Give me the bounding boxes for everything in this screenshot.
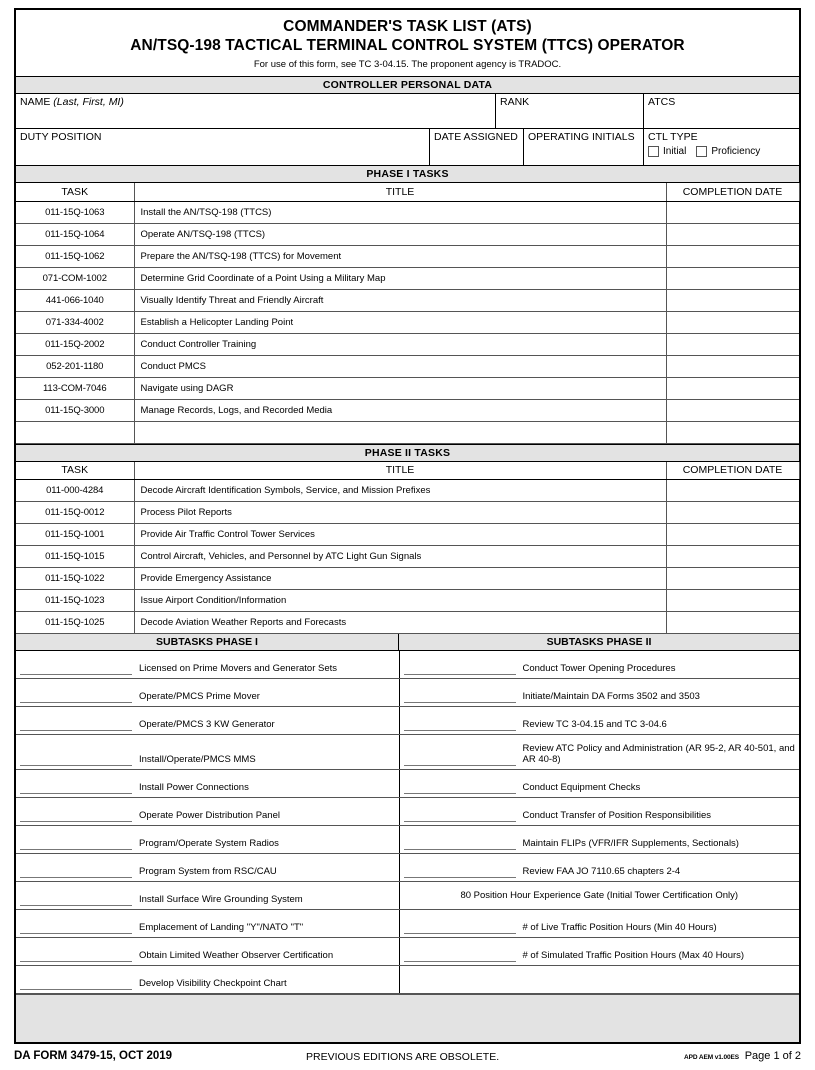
task-title-cell: Provide Emergency Assistance <box>134 568 666 590</box>
completion-date-cell[interactable] <box>666 612 799 634</box>
phase-2-header-row <box>16 462 799 480</box>
subtask-label: Review ATC Policy and Administration (AR 95-2, AR 40-501, and AR 40-8) <box>522 743 795 765</box>
completion-date-cell[interactable] <box>666 289 799 311</box>
subtask-item <box>16 854 399 881</box>
subtask-signature-line[interactable] <box>404 691 516 703</box>
task-number-cell: 052-201-1180 <box>16 355 134 377</box>
completion-date-cell[interactable] <box>666 245 799 267</box>
subtask-signature-line[interactable] <box>20 754 132 766</box>
checkbox-proficiency-label: Proficiency <box>711 146 761 157</box>
task-title-cell: Operate AN/TSQ-198 (TTCS) <box>134 223 666 245</box>
rank-label: RANK <box>500 96 530 108</box>
subtask-phase-2-cell <box>399 798 799 826</box>
subtask-signature-line[interactable] <box>20 719 132 731</box>
duty-position-field[interactable] <box>16 129 430 165</box>
subtask-item <box>16 679 399 706</box>
subtask-label: Emplacement of Landing "Y"/NATO "T" <box>139 922 304 933</box>
table-row <box>16 377 799 399</box>
table-row <box>16 524 799 546</box>
completion-date-cell[interactable] <box>666 524 799 546</box>
subtask-label: Initiate/Maintain DA Forms 3502 and 3503 <box>522 691 700 702</box>
completion-date-cell[interactable] <box>666 502 799 524</box>
subtask-item <box>400 679 800 706</box>
completion-date-cell[interactable] <box>666 201 799 223</box>
subtask-row <box>16 854 799 882</box>
subtask-phase-2-cell <box>399 679 799 707</box>
subtask-item <box>16 882 399 909</box>
table-row <box>16 289 799 311</box>
subtask-label: Review FAA JO 7110.65 chapters 2-4 <box>522 866 681 877</box>
subtask-phase-2-cell <box>399 966 799 994</box>
subtask-signature-line[interactable] <box>20 691 132 703</box>
table-row <box>16 546 799 568</box>
subtask-item <box>400 651 800 678</box>
table-row <box>16 245 799 267</box>
completion-date-cell[interactable] <box>666 333 799 355</box>
table-row <box>16 333 799 355</box>
subtask-phase-2-cell <box>399 854 799 882</box>
subtask-signature-line[interactable] <box>404 838 516 850</box>
subtask-item <box>400 798 800 825</box>
subtask-row <box>16 735 799 770</box>
subtask-row <box>16 798 799 826</box>
subtask-row <box>16 938 799 966</box>
subtask-label: Maintain FLIPs (VFR/IFR Supplements, Sectionals) <box>522 838 739 849</box>
checkbox-proficiency[interactable] <box>696 146 707 157</box>
subtask-phase-2-cell <box>399 882 799 910</box>
task-title-cell: Conduct PMCS <box>134 355 666 377</box>
subtask-label: Program System from RSC/CAU <box>139 866 277 877</box>
footer-apd-version: APD AEM v1.00ES <box>684 1054 739 1061</box>
checkbox-initial-label: Initial <box>663 146 687 157</box>
task-number-cell <box>16 421 134 443</box>
section-header-controller-personal-data: CONTROLLER PERSONAL DATA <box>16 77 799 94</box>
name-field[interactable] <box>16 94 496 128</box>
subtasks-header-row <box>16 634 799 651</box>
task-number-cell: 011-15Q-0012 <box>16 502 134 524</box>
task-number-cell: 071-334-4002 <box>16 311 134 333</box>
duty-position-label: DUTY POSITION <box>20 131 102 143</box>
subtask-signature-line[interactable] <box>20 782 132 794</box>
task-number-cell: 011-15Q-1025 <box>16 612 134 634</box>
task-number-cell: 011-15Q-1064 <box>16 223 134 245</box>
subtask-phase-2-cell <box>399 938 799 966</box>
subtask-label: Install Surface Wire Grounding System <box>139 894 303 905</box>
task-title-cell: Install the AN/TSQ-198 (TTCS) <box>134 201 666 223</box>
subtask-item <box>400 854 800 881</box>
subtask-label: Operate/PMCS Prime Mover <box>139 691 260 702</box>
checkbox-initial[interactable] <box>648 146 659 157</box>
subtask-label: # of Live Traffic Position Hours (Min 40 Hours) <box>522 922 717 933</box>
task-number-cell: 011-15Q-1063 <box>16 201 134 223</box>
subtask-phase-1-cell <box>16 679 399 707</box>
date-assigned-field[interactable] <box>430 129 524 165</box>
subtask-item <box>400 826 800 853</box>
task-title-cell: Manage Records, Logs, and Recorded Media <box>134 399 666 421</box>
subtask-item <box>16 707 399 734</box>
table-row <box>16 399 799 421</box>
completion-date-cell[interactable] <box>666 377 799 399</box>
subtask-label: Licensed on Prime Movers and Generator Sets <box>139 663 338 674</box>
subtask-signature-line[interactable] <box>404 719 516 731</box>
phase-1-table <box>16 183 800 444</box>
subtask-item <box>400 707 800 734</box>
form-footer <box>14 1050 801 1070</box>
subtask-phase-2-cell <box>399 735 799 770</box>
subtask-signature-line[interactable] <box>20 894 132 906</box>
completion-date-cell[interactable] <box>666 590 799 612</box>
completion-date-cell[interactable] <box>666 223 799 245</box>
subtask-signature-line[interactable] <box>20 866 132 878</box>
task-title-cell: Determine Grid Coordinate of a Point Using a Military Map <box>134 267 666 289</box>
subtask-label: Review TC 3-04.15 and TC 3-04.6 <box>522 719 667 730</box>
subtask-item <box>16 770 399 797</box>
phase-1-col-task: TASK <box>16 183 134 201</box>
section-header-phase-1: PHASE I TASKS <box>16 166 799 183</box>
subtask-phase-2-cell <box>399 651 799 679</box>
footer-previous-editions: PREVIOUS EDITIONS ARE OBSOLETE. <box>306 1051 500 1063</box>
subtask-item <box>400 910 800 937</box>
subtask-phase-1-cell <box>16 882 399 910</box>
operating-initials-field[interactable] <box>524 129 644 165</box>
subtask-phase-1-cell <box>16 651 399 679</box>
table-row <box>16 223 799 245</box>
completion-date-cell[interactable] <box>666 480 799 502</box>
subtask-label: Develop Visibility Checkpoint Chart <box>139 978 287 989</box>
footer-page-number: Page 1 of 2 <box>744 1050 801 1062</box>
atcs-label: ATCS <box>648 96 676 108</box>
form-body <box>14 8 801 1044</box>
subtask-phase-2-cell <box>399 707 799 735</box>
phase-2-table-wrap <box>16 462 799 635</box>
task-title-cell: Decode Aircraft Identification Symbols, Service, and Mission Prefixes <box>134 480 666 502</box>
subtask-row <box>16 770 799 798</box>
task-title-cell: Navigate using DAGR <box>134 377 666 399</box>
subtask-phase-2-cell <box>399 826 799 854</box>
task-title-cell: Provide Air Traffic Control Tower Services <box>134 524 666 546</box>
task-number-cell: 011-15Q-1023 <box>16 590 134 612</box>
subtask-phase-1-cell <box>16 966 399 994</box>
subtask-signature-line[interactable] <box>20 810 132 822</box>
section-header-phase-2: PHASE II TASKS <box>16 445 799 462</box>
subtask-item <box>400 735 800 769</box>
subtask-signature-line[interactable] <box>404 663 516 675</box>
subtask-label: Obtain Limited Weather Observer Certification <box>139 950 334 961</box>
subtask-label: Conduct Tower Opening Procedures <box>522 663 676 674</box>
subtask-signature-line[interactable] <box>404 866 516 878</box>
subtask-phase-1-cell <box>16 707 399 735</box>
subtask-label: Install/Operate/PMCS MMS <box>139 754 256 765</box>
subtask-signature-line[interactable] <box>404 922 516 934</box>
table-row <box>16 355 799 377</box>
subtask-row <box>16 679 799 707</box>
subtasks-phase-1-header: SUBTASKS PHASE I <box>16 634 399 650</box>
task-title-cell: Conduct Controller Training <box>134 333 666 355</box>
table-row <box>16 421 799 443</box>
subtask-row <box>16 910 799 938</box>
subtasks-phase-2-header: SUBTASKS PHASE II <box>546 636 652 648</box>
completion-date-cell[interactable] <box>666 568 799 590</box>
table-row <box>16 502 799 524</box>
subtask-label: Program/Operate System Radios <box>139 838 279 849</box>
subtask-phase-1-cell <box>16 735 399 770</box>
task-title-cell: Prepare the AN/TSQ-198 (TTCS) for Movement <box>134 245 666 267</box>
task-number-cell: 011-15Q-1022 <box>16 568 134 590</box>
footer-form-id: DA FORM 3479-15, OCT 2019 <box>14 1050 173 1062</box>
subtask-item <box>16 910 399 937</box>
subtask-phase-2-cell <box>399 910 799 938</box>
completion-date-cell[interactable] <box>666 399 799 421</box>
ctl-type-field <box>644 129 799 165</box>
subtasks-table <box>16 651 799 994</box>
completion-date-cell[interactable] <box>666 421 799 443</box>
phase-2-col-title: TITLE <box>134 462 666 480</box>
phase-1-col-completion-date: COMPLETION DATE <box>666 183 799 201</box>
subtask-item <box>16 826 399 853</box>
subtask-phase-1-cell <box>16 798 399 826</box>
phase-1-col-title: TITLE <box>134 183 666 201</box>
table-row <box>16 201 799 223</box>
phase-2-table <box>16 462 800 635</box>
task-number-cell: 071-COM-1002 <box>16 267 134 289</box>
subtask-item <box>400 938 800 965</box>
subtask-signature-line[interactable] <box>20 950 132 962</box>
subtask-phase-1-cell <box>16 854 399 882</box>
subtask-phase-1-cell <box>16 770 399 798</box>
task-number-cell: 011-15Q-2002 <box>16 333 134 355</box>
phase-1-header-row <box>16 183 799 201</box>
completion-date-cell[interactable] <box>666 267 799 289</box>
subtask-label: # of Simulated Traffic Position Hours (Max 40 Hours) <box>522 950 745 961</box>
subtask-signature-line[interactable] <box>404 950 516 962</box>
task-number-cell: 113-COM-7046 <box>16 377 134 399</box>
completion-date-cell[interactable] <box>666 311 799 333</box>
subtask-phase-2-cell <box>399 770 799 798</box>
phase-2-col-completion-date: COMPLETION DATE <box>666 462 799 480</box>
personal-data-row-1 <box>16 94 799 129</box>
table-row <box>16 590 799 612</box>
task-number-cell: 011-15Q-1062 <box>16 245 134 267</box>
operating-initials-label: OPERATING INITIALS <box>528 131 635 143</box>
table-row <box>16 267 799 289</box>
date-assigned-label: DATE ASSIGNED <box>434 131 518 143</box>
table-row <box>16 612 799 634</box>
task-number-cell: 011-000-4284 <box>16 480 134 502</box>
subtask-phase-1-cell <box>16 910 399 938</box>
subtask-label: Install Power Connections <box>139 782 249 793</box>
subtask-row <box>16 826 799 854</box>
form-title-subtext: For use of this form, see TC 3-04.15. The proponent agency is TRADOC. <box>253 59 562 70</box>
task-number-cell: 441-066-1040 <box>16 289 134 311</box>
form-title-line-2: AN/TSQ-198 TACTICAL TERMINAL CONTROL SYSTEM (TTCS) OPERATOR <box>130 37 685 54</box>
subtask-row <box>16 882 799 910</box>
name-label: NAME <box>20 96 51 108</box>
subtask-label: Conduct Transfer of Position Responsibilities <box>522 810 712 821</box>
name-hint: (Last, First, MI) <box>53 96 124 108</box>
task-title-cell: Visually Identify Threat and Friendly Aircraft <box>134 289 666 311</box>
completion-date-cell[interactable] <box>666 355 799 377</box>
task-number-cell: 011-15Q-1001 <box>16 524 134 546</box>
subtask-item <box>16 938 399 965</box>
ctl-type-label: CTL TYPE <box>648 131 698 143</box>
task-title-cell: Decode Aviation Weather Reports and Forecasts <box>134 612 666 634</box>
form-title-line-1: COMMANDER'S TASK LIST (ATS) <box>283 18 532 35</box>
ctl-type-options <box>648 146 799 157</box>
subtask-label: Operate/PMCS 3 KW Generator <box>139 719 275 730</box>
subtask-item <box>400 770 800 797</box>
subtask-item <box>16 742 399 769</box>
task-title-cell: Control Aircraft, Vehicles, and Personnel by ATC Light Gun Signals <box>134 546 666 568</box>
phase-1-table-wrap <box>16 183 799 445</box>
subtask-row <box>16 707 799 735</box>
form-title-block <box>16 10 799 77</box>
task-number-cell: 011-15Q-1015 <box>16 546 134 568</box>
subtask-empty-cell <box>400 966 800 993</box>
table-row <box>16 311 799 333</box>
subtask-signature-line[interactable] <box>404 754 516 766</box>
subtask-signature-line[interactable] <box>404 810 516 822</box>
notes-area <box>16 994 799 1042</box>
task-title-cell: Process Pilot Reports <box>134 502 666 524</box>
rank-field[interactable] <box>496 94 644 128</box>
task-title-cell: Establish a Helicopter Landing Point <box>134 311 666 333</box>
completion-date-cell[interactable] <box>666 546 799 568</box>
subtask-label: Operate Power Distribution Panel <box>139 810 280 821</box>
table-row <box>16 480 799 502</box>
subtask-item <box>16 966 399 993</box>
task-title-cell: Issue Airport Condition/Information <box>134 590 666 612</box>
subtask-row <box>16 966 799 994</box>
subtask-row <box>16 651 799 679</box>
table-row <box>16 568 799 590</box>
subtask-item <box>16 798 399 825</box>
subtask-item <box>16 651 399 678</box>
personal-data-row-2 <box>16 129 799 166</box>
subtask-label: Conduct Equipment Checks <box>522 782 641 793</box>
subtask-signature-line[interactable] <box>20 922 132 934</box>
subtask-phase-1-cell <box>16 938 399 966</box>
task-title-cell <box>134 421 666 443</box>
phase-2-col-task: TASK <box>16 462 134 480</box>
subtask-signature-line[interactable] <box>20 838 132 850</box>
subtask-phase-1-cell <box>16 826 399 854</box>
atcs-field[interactable] <box>644 94 799 128</box>
task-number-cell: 011-15Q-3000 <box>16 399 134 421</box>
subtask-note: 80 Position Hour Experience Gate (Initial Tower Certification Only) <box>460 890 739 901</box>
subtask-signature-line[interactable] <box>20 978 132 990</box>
subtask-signature-line[interactable] <box>404 782 516 794</box>
subtask-signature-line[interactable] <box>20 663 132 675</box>
